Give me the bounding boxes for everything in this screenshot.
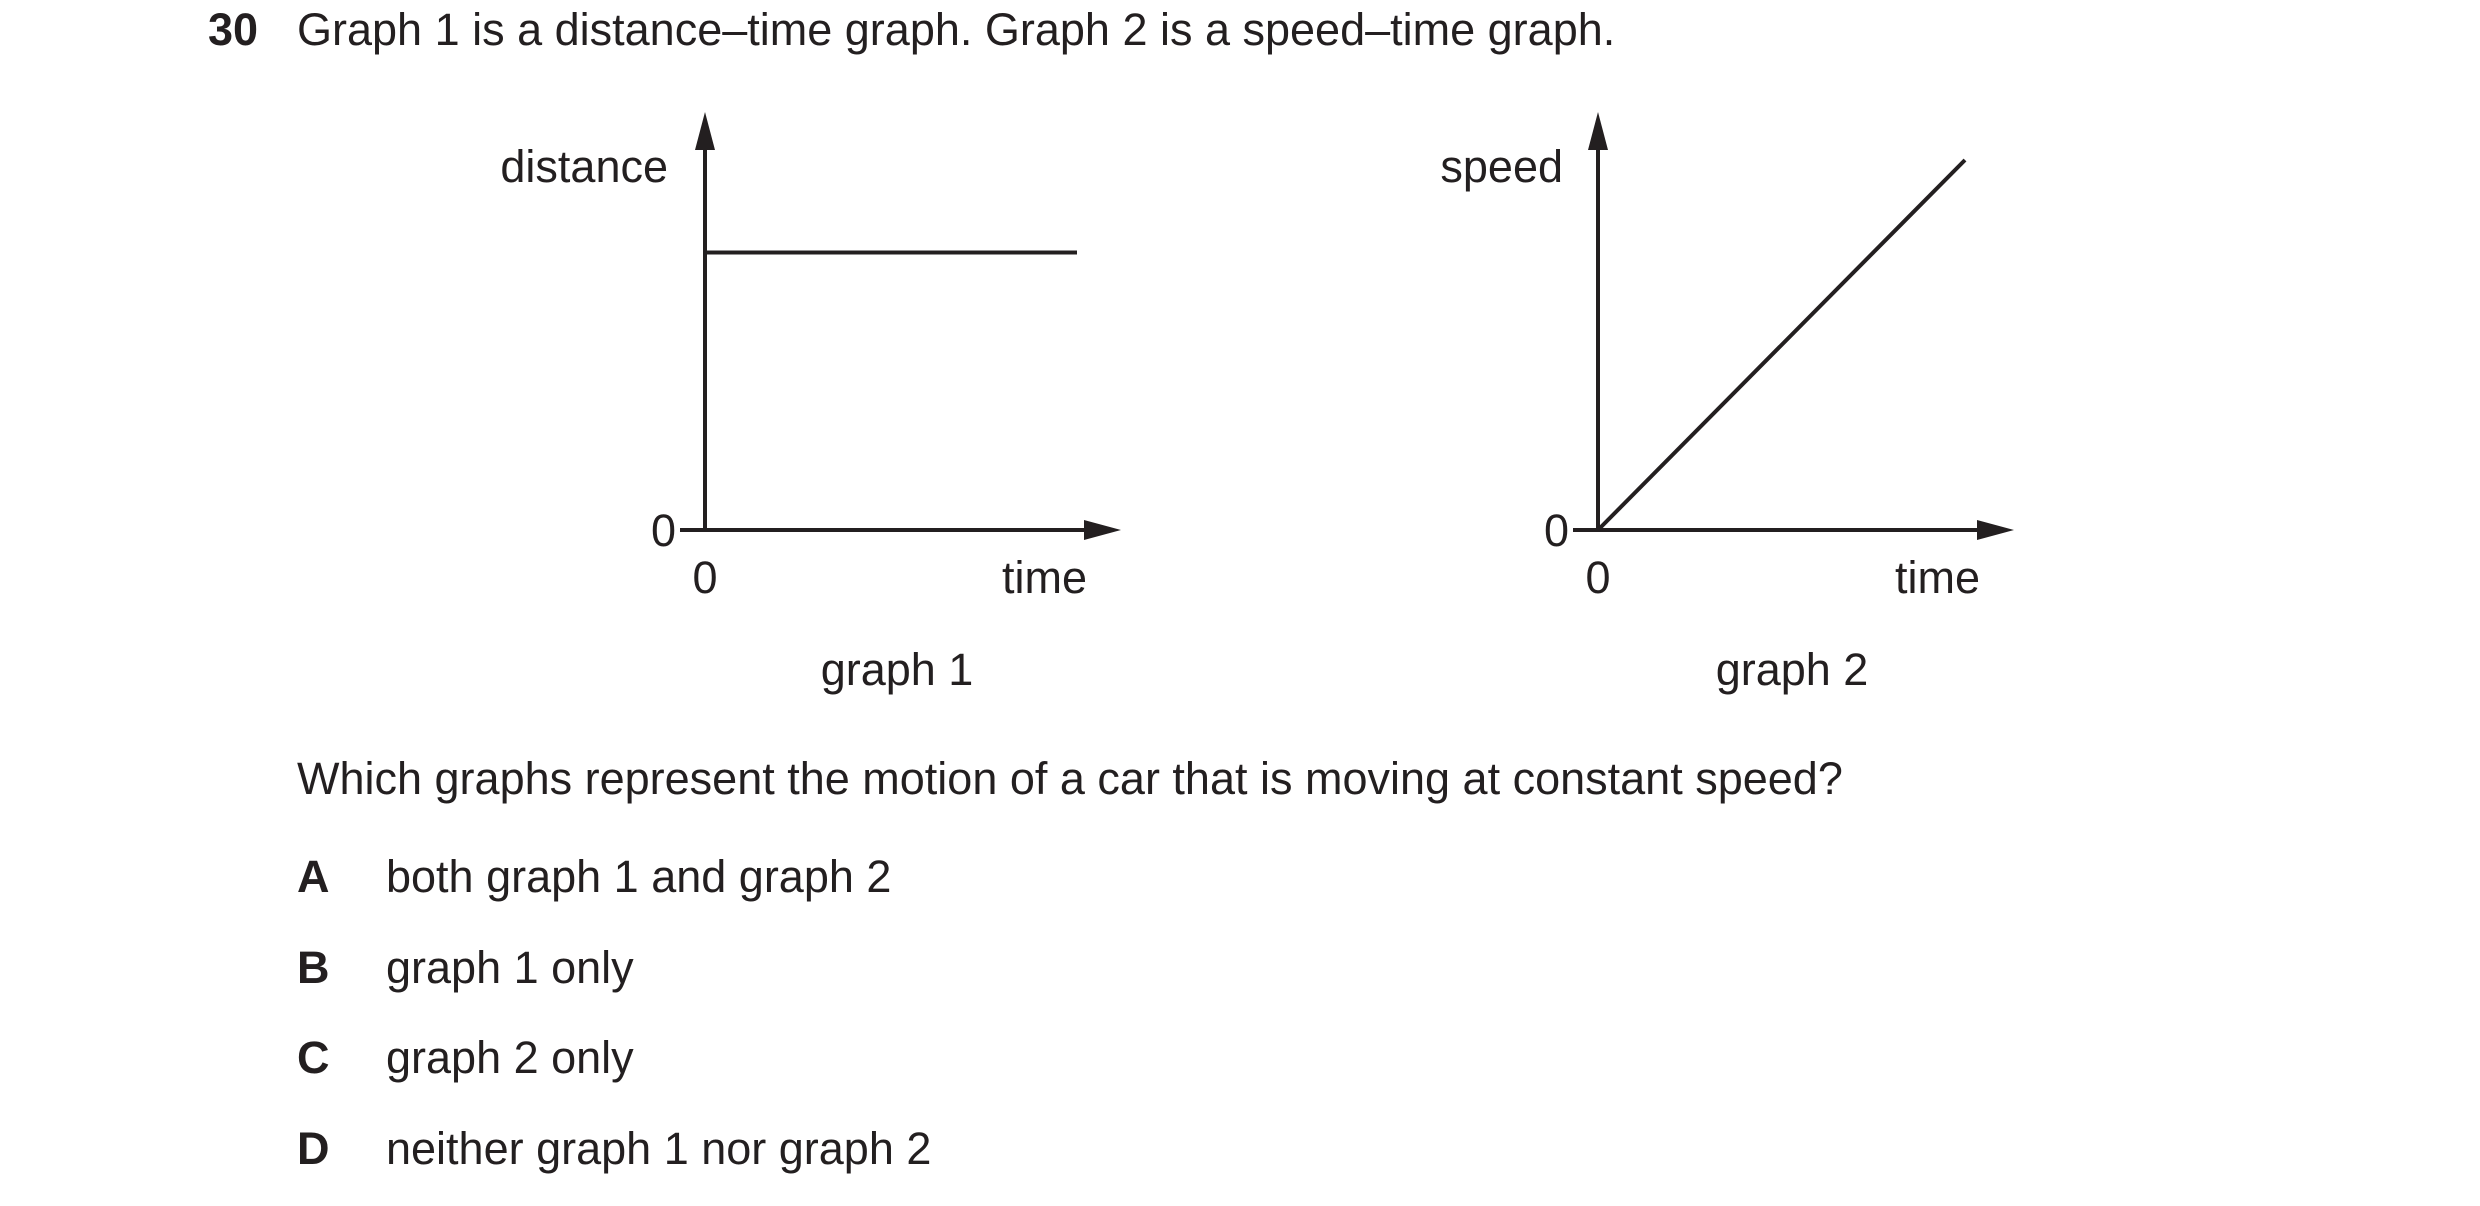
graph-2-y-axis-arrow: [1588, 112, 1608, 150]
graph-1-x-label: time: [1001, 552, 1087, 603]
graph-1-title: graph 1: [820, 644, 974, 695]
graph-1-y-label: distance: [500, 141, 668, 192]
option-c-text: graph 2 only: [386, 1032, 634, 1083]
graph-2-title: graph 2: [1715, 644, 1869, 695]
graph-2: [1440, 112, 2014, 695]
option-d-text: neither graph 1 nor graph 2: [386, 1123, 932, 1174]
option-d-letter: D: [297, 1123, 330, 1174]
graph-2-y-label: speed: [1440, 141, 1563, 192]
graph-2-data-line: [1598, 160, 1965, 530]
question-prompt: Which graphs represent the motion of a car that is moving at constant speed?: [297, 753, 1843, 804]
graph-2-x-tick-label: 0: [1585, 552, 1611, 603]
graph-2-x-label: time: [1894, 552, 1980, 603]
option-b-letter: B: [297, 942, 330, 993]
option-b-text: graph 1 only: [386, 942, 634, 993]
graph-1-x-axis-arrow: [1084, 520, 1121, 540]
graph-2-x-axis-arrow: [1977, 520, 2014, 540]
option-c-letter: C: [297, 1032, 330, 1083]
question-number: 30: [208, 4, 259, 55]
graph-1-y-axis-arrow: [695, 112, 715, 150]
graph-1-x-tick-label: 0: [692, 552, 718, 603]
question-text: Graph 1 is a distance–time graph. Graph 2 is a speed–time graph.: [297, 4, 1616, 55]
graph-1: [500, 112, 1121, 695]
option-a-letter: A: [297, 851, 330, 902]
graph-1-y-tick-label: 0: [650, 505, 676, 556]
graph-2-y-tick-label: 0: [1543, 505, 1569, 556]
option-a-text: both graph 1 and graph 2: [386, 851, 892, 902]
